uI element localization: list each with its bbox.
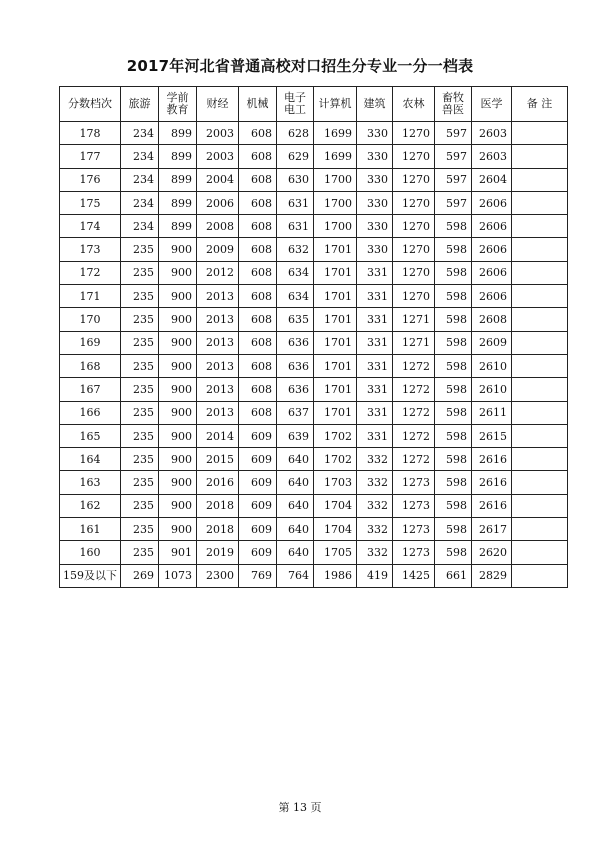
count-cell: 2008 — [197, 215, 239, 238]
count-cell: 235 — [121, 238, 159, 261]
count-cell: 235 — [121, 494, 159, 517]
count-cell: 234 — [121, 168, 159, 191]
score-cell: 159及以下 — [60, 564, 121, 587]
note-cell — [512, 215, 568, 238]
count-cell: 609 — [239, 541, 277, 564]
count-cell: 331 — [357, 401, 393, 424]
table-row — [60, 215, 568, 238]
count-cell: 2606 — [472, 238, 512, 261]
score-table — [59, 86, 568, 588]
count-cell: 900 — [159, 285, 197, 308]
count-cell: 598 — [435, 215, 472, 238]
table-row — [60, 191, 568, 214]
count-cell: 2013 — [197, 378, 239, 401]
count-cell: 900 — [159, 401, 197, 424]
count-cell: 1270 — [393, 191, 435, 214]
count-cell: 597 — [435, 122, 472, 145]
score-cell: 165 — [60, 424, 121, 447]
count-cell: 235 — [121, 518, 159, 541]
count-cell: 1272 — [393, 401, 435, 424]
count-cell: 235 — [121, 541, 159, 564]
count-cell: 1425 — [393, 564, 435, 587]
count-cell: 608 — [239, 308, 277, 331]
count-cell: 332 — [357, 494, 393, 517]
score-cell: 171 — [60, 285, 121, 308]
count-cell: 1705 — [314, 541, 357, 564]
note-cell — [512, 238, 568, 261]
count-cell: 609 — [239, 471, 277, 494]
count-cell: 597 — [435, 168, 472, 191]
table-row — [60, 168, 568, 191]
note-cell — [512, 122, 568, 145]
score-cell: 173 — [60, 238, 121, 261]
count-cell: 597 — [435, 191, 472, 214]
count-cell: 2014 — [197, 424, 239, 447]
score-cell: 174 — [60, 215, 121, 238]
table-row — [60, 424, 568, 447]
count-cell: 1701 — [314, 331, 357, 354]
count-cell: 608 — [239, 168, 277, 191]
count-cell: 900 — [159, 238, 197, 261]
count-cell: 1700 — [314, 191, 357, 214]
note-cell — [512, 448, 568, 471]
count-cell: 598 — [435, 541, 472, 564]
count-cell: 1270 — [393, 215, 435, 238]
note-cell — [512, 285, 568, 308]
page-title: 2017年河北省普通高校对口招生分专业一分一档表 — [126, 57, 474, 75]
count-cell: 235 — [121, 261, 159, 284]
count-cell: 1701 — [314, 308, 357, 331]
count-cell: 2006 — [197, 191, 239, 214]
count-cell: 900 — [159, 261, 197, 284]
count-cell: 608 — [239, 191, 277, 214]
count-cell: 1270 — [393, 238, 435, 261]
count-cell: 332 — [357, 518, 393, 541]
count-cell: 331 — [357, 331, 393, 354]
count-cell: 899 — [159, 191, 197, 214]
note-cell — [512, 191, 568, 214]
count-cell: 1701 — [314, 401, 357, 424]
table-row — [60, 448, 568, 471]
count-cell: 1270 — [393, 168, 435, 191]
count-cell: 2606 — [472, 285, 512, 308]
count-cell: 331 — [357, 285, 393, 308]
count-cell: 235 — [121, 354, 159, 377]
count-cell: 1270 — [393, 122, 435, 145]
count-cell: 2009 — [197, 238, 239, 261]
count-cell: 598 — [435, 448, 472, 471]
count-cell: 234 — [121, 122, 159, 145]
count-cell: 2603 — [472, 122, 512, 145]
count-cell: 234 — [121, 145, 159, 168]
column-header: 旅游 — [121, 87, 159, 122]
count-cell: 769 — [239, 564, 277, 587]
count-cell: 1270 — [393, 285, 435, 308]
column-header: 分数档次 — [60, 87, 121, 122]
table-row — [60, 308, 568, 331]
count-cell: 598 — [435, 238, 472, 261]
count-cell: 900 — [159, 494, 197, 517]
note-cell — [512, 518, 568, 541]
count-cell: 637 — [277, 401, 314, 424]
count-cell: 900 — [159, 448, 197, 471]
count-cell: 899 — [159, 168, 197, 191]
count-cell: 2012 — [197, 261, 239, 284]
count-cell: 2015 — [197, 448, 239, 471]
note-cell — [512, 308, 568, 331]
count-cell: 1273 — [393, 541, 435, 564]
count-cell: 629 — [277, 145, 314, 168]
note-cell — [512, 471, 568, 494]
table-row — [60, 378, 568, 401]
count-cell: 1273 — [393, 494, 435, 517]
table-row — [60, 494, 568, 517]
count-cell: 269 — [121, 564, 159, 587]
count-cell: 1073 — [159, 564, 197, 587]
count-cell: 1701 — [314, 238, 357, 261]
count-cell: 634 — [277, 285, 314, 308]
count-cell: 634 — [277, 261, 314, 284]
count-cell: 608 — [239, 331, 277, 354]
count-cell: 900 — [159, 331, 197, 354]
count-cell: 330 — [357, 168, 393, 191]
note-cell — [512, 331, 568, 354]
count-cell: 640 — [277, 541, 314, 564]
count-cell: 2616 — [472, 448, 512, 471]
column-header: 畜牧 兽医 — [435, 87, 472, 122]
count-cell: 2013 — [197, 354, 239, 377]
note-cell — [512, 401, 568, 424]
column-header: 财经 — [197, 87, 239, 122]
score-cell: 167 — [60, 378, 121, 401]
note-cell — [512, 494, 568, 517]
note-cell — [512, 564, 568, 587]
count-cell: 1701 — [314, 285, 357, 308]
count-cell: 628 — [277, 122, 314, 145]
count-cell: 1986 — [314, 564, 357, 587]
count-cell: 2616 — [472, 494, 512, 517]
count-cell: 330 — [357, 122, 393, 145]
table-row — [60, 401, 568, 424]
count-cell: 1700 — [314, 215, 357, 238]
count-cell: 630 — [277, 168, 314, 191]
score-cell: 163 — [60, 471, 121, 494]
count-cell: 2003 — [197, 122, 239, 145]
count-cell: 2018 — [197, 494, 239, 517]
score-cell: 160 — [60, 541, 121, 564]
count-cell: 1699 — [314, 122, 357, 145]
count-cell: 598 — [435, 331, 472, 354]
table-row — [60, 261, 568, 284]
table-row — [60, 145, 568, 168]
score-cell: 177 — [60, 145, 121, 168]
count-cell: 2016 — [197, 471, 239, 494]
count-cell: 900 — [159, 354, 197, 377]
count-cell: 899 — [159, 122, 197, 145]
count-cell: 2606 — [472, 215, 512, 238]
table-row — [60, 564, 568, 587]
count-cell: 639 — [277, 424, 314, 447]
count-cell: 1272 — [393, 424, 435, 447]
count-cell: 2604 — [472, 168, 512, 191]
count-cell: 1270 — [393, 261, 435, 284]
score-cell: 170 — [60, 308, 121, 331]
count-cell: 330 — [357, 145, 393, 168]
table-row — [60, 471, 568, 494]
count-cell: 1704 — [314, 494, 357, 517]
count-cell: 1273 — [393, 471, 435, 494]
count-cell: 2003 — [197, 145, 239, 168]
count-cell: 2608 — [472, 308, 512, 331]
count-cell: 332 — [357, 448, 393, 471]
count-cell: 900 — [159, 471, 197, 494]
note-cell — [512, 168, 568, 191]
count-cell: 609 — [239, 494, 277, 517]
count-cell: 598 — [435, 378, 472, 401]
count-cell: 234 — [121, 191, 159, 214]
table-row — [60, 354, 568, 377]
count-cell: 609 — [239, 448, 277, 471]
table-row — [60, 518, 568, 541]
count-cell: 1701 — [314, 354, 357, 377]
column-header: 计算机 — [314, 87, 357, 122]
count-cell: 235 — [121, 424, 159, 447]
count-cell: 235 — [121, 401, 159, 424]
score-cell: 172 — [60, 261, 121, 284]
count-cell: 2013 — [197, 331, 239, 354]
score-cell: 169 — [60, 331, 121, 354]
count-cell: 1272 — [393, 378, 435, 401]
count-cell: 631 — [277, 215, 314, 238]
count-cell: 598 — [435, 308, 472, 331]
count-cell: 2606 — [472, 191, 512, 214]
column-header: 机械 — [239, 87, 277, 122]
table-header-row — [60, 87, 568, 122]
count-cell: 2004 — [197, 168, 239, 191]
count-cell: 235 — [121, 331, 159, 354]
note-cell — [512, 424, 568, 447]
count-cell: 636 — [277, 378, 314, 401]
count-cell: 235 — [121, 471, 159, 494]
column-header: 学前 教育 — [159, 87, 197, 122]
count-cell: 2018 — [197, 518, 239, 541]
count-cell: 608 — [239, 238, 277, 261]
count-cell: 609 — [239, 518, 277, 541]
count-cell: 598 — [435, 285, 472, 308]
count-cell: 331 — [357, 378, 393, 401]
count-cell: 640 — [277, 448, 314, 471]
table-row — [60, 541, 568, 564]
page-number: 第 13 页 — [278, 801, 322, 814]
count-cell: 636 — [277, 354, 314, 377]
count-cell: 631 — [277, 191, 314, 214]
count-cell: 2611 — [472, 401, 512, 424]
count-cell: 1272 — [393, 448, 435, 471]
note-cell — [512, 145, 568, 168]
count-cell: 332 — [357, 541, 393, 564]
column-header: 农林 — [393, 87, 435, 122]
count-cell: 2019 — [197, 541, 239, 564]
column-header: 建筑 — [357, 87, 393, 122]
count-cell: 1702 — [314, 448, 357, 471]
count-cell: 2617 — [472, 518, 512, 541]
column-header: 备 注 — [512, 87, 568, 122]
count-cell: 2013 — [197, 285, 239, 308]
count-cell: 632 — [277, 238, 314, 261]
count-cell: 764 — [277, 564, 314, 587]
count-cell: 1701 — [314, 261, 357, 284]
count-cell: 1272 — [393, 354, 435, 377]
count-cell: 2606 — [472, 261, 512, 284]
count-cell: 608 — [239, 378, 277, 401]
count-cell: 608 — [239, 215, 277, 238]
count-cell: 598 — [435, 261, 472, 284]
count-cell: 609 — [239, 424, 277, 447]
score-cell: 175 — [60, 191, 121, 214]
count-cell: 608 — [239, 145, 277, 168]
count-cell: 608 — [239, 401, 277, 424]
count-cell: 330 — [357, 238, 393, 261]
count-cell: 235 — [121, 308, 159, 331]
count-cell: 1701 — [314, 378, 357, 401]
count-cell: 2013 — [197, 308, 239, 331]
table-row — [60, 331, 568, 354]
table-row — [60, 285, 568, 308]
count-cell: 1271 — [393, 331, 435, 354]
note-cell — [512, 354, 568, 377]
table-row — [60, 238, 568, 261]
count-cell: 1271 — [393, 308, 435, 331]
count-cell: 2615 — [472, 424, 512, 447]
score-cell: 178 — [60, 122, 121, 145]
count-cell: 608 — [239, 285, 277, 308]
count-cell: 2610 — [472, 378, 512, 401]
count-cell: 899 — [159, 215, 197, 238]
count-cell: 235 — [121, 448, 159, 471]
count-cell: 598 — [435, 401, 472, 424]
count-cell: 636 — [277, 331, 314, 354]
count-cell: 635 — [277, 308, 314, 331]
count-cell: 608 — [239, 122, 277, 145]
score-cell: 166 — [60, 401, 121, 424]
table-row — [60, 122, 568, 145]
count-cell: 1273 — [393, 518, 435, 541]
count-cell: 419 — [357, 564, 393, 587]
count-cell: 640 — [277, 471, 314, 494]
count-cell: 640 — [277, 494, 314, 517]
note-cell — [512, 261, 568, 284]
count-cell: 598 — [435, 424, 472, 447]
count-cell: 1702 — [314, 424, 357, 447]
count-cell: 900 — [159, 424, 197, 447]
count-cell: 331 — [357, 308, 393, 331]
count-cell: 900 — [159, 378, 197, 401]
score-cell: 161 — [60, 518, 121, 541]
column-header: 电子 电工 — [277, 87, 314, 122]
note-cell — [512, 541, 568, 564]
count-cell: 1270 — [393, 145, 435, 168]
count-cell: 2610 — [472, 354, 512, 377]
count-cell: 2620 — [472, 541, 512, 564]
score-cell: 164 — [60, 448, 121, 471]
count-cell: 2300 — [197, 564, 239, 587]
count-cell: 598 — [435, 354, 472, 377]
score-cell: 176 — [60, 168, 121, 191]
count-cell: 2616 — [472, 471, 512, 494]
count-cell: 608 — [239, 261, 277, 284]
table-body — [60, 122, 568, 588]
count-cell: 331 — [357, 424, 393, 447]
count-cell: 1700 — [314, 168, 357, 191]
count-cell: 597 — [435, 145, 472, 168]
count-cell: 598 — [435, 494, 472, 517]
count-cell: 2609 — [472, 331, 512, 354]
count-cell: 598 — [435, 518, 472, 541]
score-cell: 162 — [60, 494, 121, 517]
count-cell: 2829 — [472, 564, 512, 587]
count-cell: 2013 — [197, 401, 239, 424]
count-cell: 332 — [357, 471, 393, 494]
count-cell: 234 — [121, 215, 159, 238]
count-cell: 1699 — [314, 145, 357, 168]
count-cell: 330 — [357, 191, 393, 214]
count-cell: 640 — [277, 518, 314, 541]
count-cell: 2603 — [472, 145, 512, 168]
count-cell: 899 — [159, 145, 197, 168]
note-cell — [512, 378, 568, 401]
count-cell: 1703 — [314, 471, 357, 494]
count-cell: 661 — [435, 564, 472, 587]
column-header: 医学 — [472, 87, 512, 122]
score-cell: 168 — [60, 354, 121, 377]
count-cell: 900 — [159, 518, 197, 541]
count-cell: 235 — [121, 378, 159, 401]
count-cell: 235 — [121, 285, 159, 308]
count-cell: 598 — [435, 471, 472, 494]
count-cell: 1704 — [314, 518, 357, 541]
count-cell: 900 — [159, 308, 197, 331]
count-cell: 330 — [357, 215, 393, 238]
count-cell: 608 — [239, 354, 277, 377]
count-cell: 901 — [159, 541, 197, 564]
count-cell: 331 — [357, 354, 393, 377]
count-cell: 331 — [357, 261, 393, 284]
